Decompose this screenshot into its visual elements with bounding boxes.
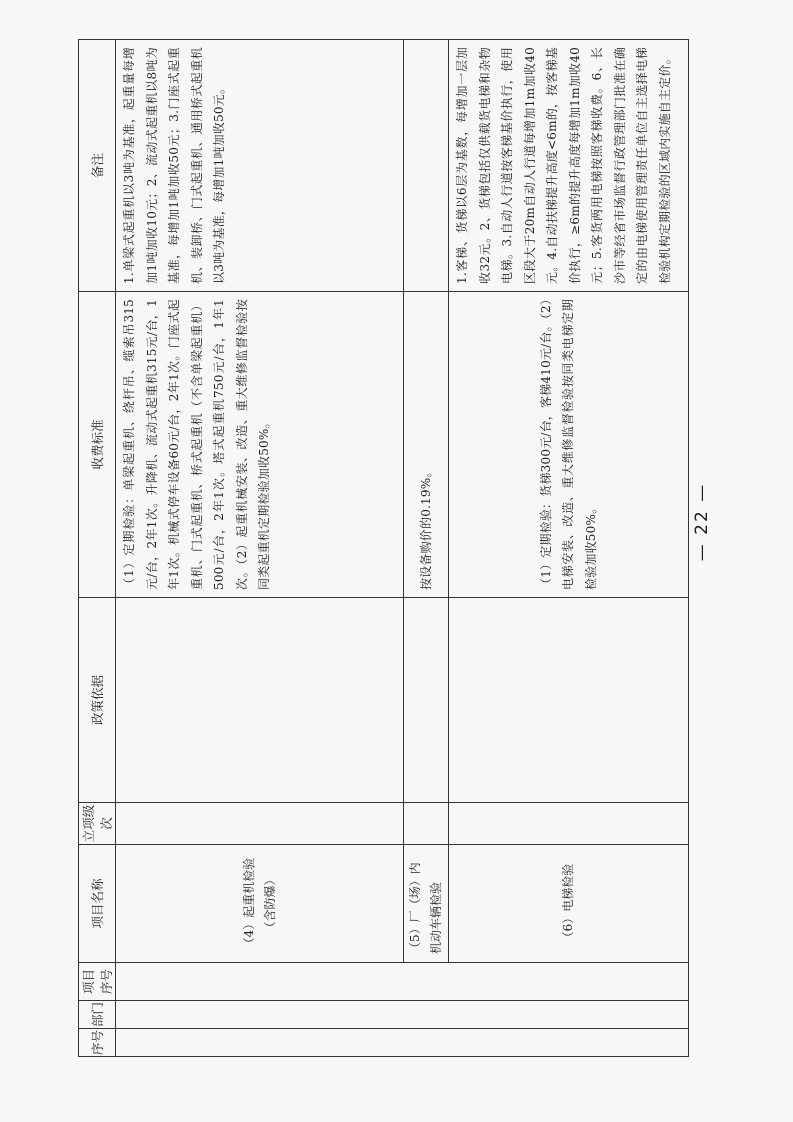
remark-text: 1.客梯、货梯以6层为基数，每增加一层加收32元。2、货梯包括仅供载货电梯和杂物电梯。3.自动人行道按客梯基价执行，使用区段大于20m自动人行道每增加1m加收40元。4.自动扶梯提升高度<6m的，按客梯基价执行，≥6m的提升高度每增加1m加收40元；5.客货两用电梯按照客梯收费。6、长沙市等经省市场监督行政管理部门批准在确定的由电梯使用管理责任单位自主选择电梯检验机构定期检验的区域内实施自主定价。 (455, 47, 672, 284)
header-seq: 序号 (79, 1029, 116, 1057)
item-name-text: （6）电梯检验 (561, 863, 575, 944)
header-level: 立项级次 (79, 803, 116, 845)
policy-cell (449, 598, 689, 803)
item-name-cell (116, 845, 404, 963)
header-item-no: 项目序号 (79, 963, 116, 1001)
table-row (116, 40, 404, 1057)
table-header-row (79, 40, 116, 1057)
standard-cell (116, 292, 404, 598)
item-name-cell (449, 845, 689, 963)
dept-cell (116, 1001, 689, 1029)
item-name-cell (404, 845, 449, 963)
remark-text: 1.单梁式起重机以3吨为基准，起重量每增加1吨加收10元；2、流动式起重机以8吨为基准，每增加1吨加收50元；3.门座式起重机、装卸桥、门式起重机、通用桥式起重机以3吨为基准，每增加1吨加收50元。 (122, 47, 226, 284)
page-number: — 22 — (692, 482, 712, 562)
standard-text: （1）定期检验：货梯300元/台，客梯410元/台。（2）电梯安装、改造、重大维修监督检验按同类电梯定期检验加收50%。 (538, 299, 598, 590)
header-item-name: 项目名称 (79, 845, 116, 963)
remark-text (424, 40, 428, 291)
level-cell (116, 803, 404, 845)
table-row (449, 40, 689, 1057)
header-standard: 收费标准 (79, 292, 116, 598)
remark-cell (116, 40, 404, 292)
item-name-text: （5）厂（场）内机动车辆检验 (408, 862, 443, 954)
header-remark: 备注 (79, 40, 116, 292)
standard-text: 按设备购价的0.19%。 (418, 465, 433, 590)
standard-cell (404, 292, 449, 598)
item-no-cell (116, 963, 689, 1001)
standard-text: （1）定期检验：单梁起重机、绕杆吊、缆索吊315元/台，2年1次。升降机、流动式起重机315元/台，1年1次。机械式停车设备60元/台，2年1次。门座式起重机、门式起重机、桥式起重机（不含单梁起重机）500元/台，2年1次。塔式起重机750元/台，1年1次。（2）起重机械安装、改造、重大维修监督检验按同类起重机定期检验加收50%。 (122, 299, 271, 590)
level-cell (404, 803, 449, 845)
policy-cell (404, 598, 449, 803)
level-cell (449, 803, 689, 845)
standard-cell (449, 292, 689, 598)
fee-table (78, 39, 689, 1057)
header-policy: 政策依据 (79, 598, 116, 803)
header-dept: 部门 (79, 1001, 116, 1029)
item-name-text: （4）起重机检验（含防爆） (241, 857, 277, 950)
policy-cell (116, 598, 404, 803)
seq-cell (116, 1029, 689, 1057)
remark-cell (449, 40, 689, 292)
rotated-page-content (78, 40, 689, 1057)
remark-cell (404, 40, 449, 292)
table-row (404, 40, 449, 1057)
